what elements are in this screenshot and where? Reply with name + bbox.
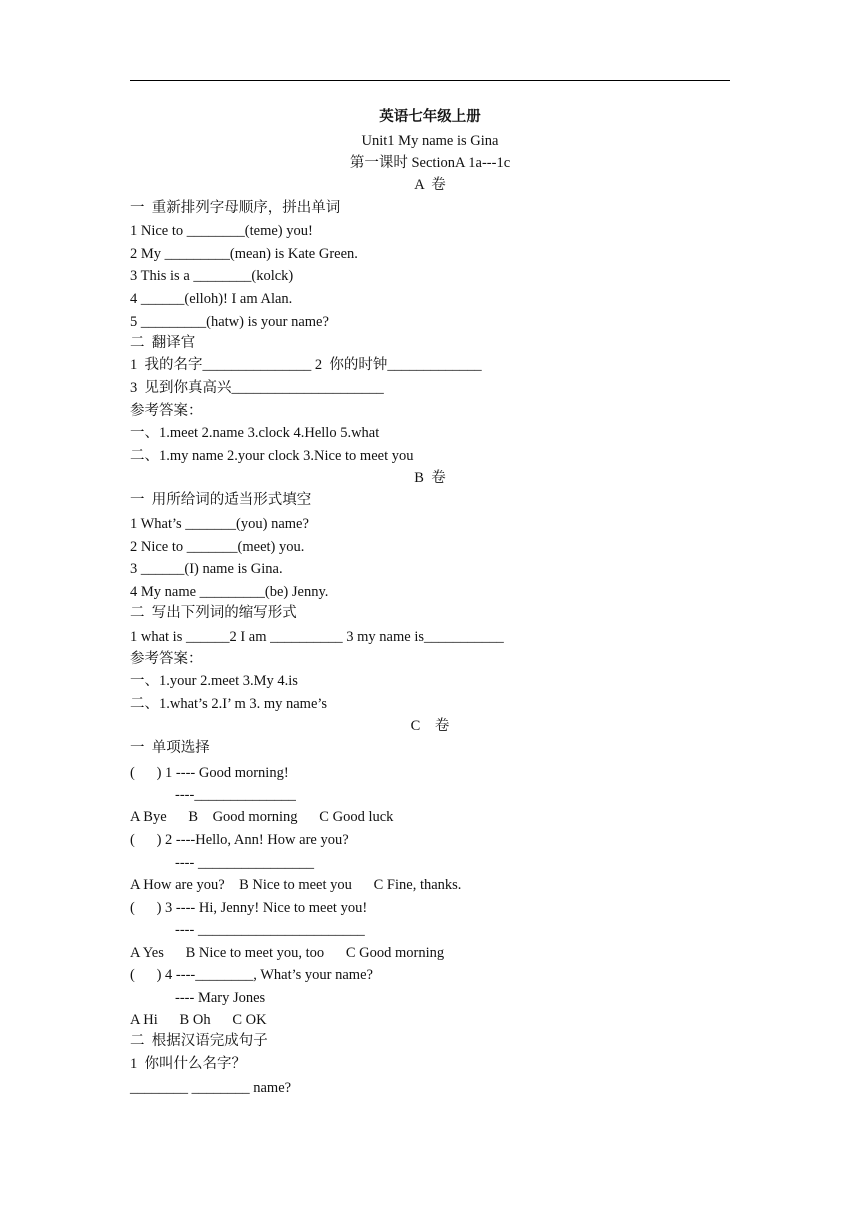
section-c-q1-options: A Bye B Good morning C Good luck <box>130 809 394 825</box>
section-c-q4-reply: ---- Mary Jones <box>175 990 266 1006</box>
section-b-part2-title: 二 写出下列词的缩写形式 <box>130 605 297 621</box>
section-b-q1: 1 What’s _______(you) name? <box>130 516 309 532</box>
section-c-q2-reply: ---- ________________ <box>175 855 314 871</box>
section-a-q4: 4 ______(elloh)! I am Alan. <box>130 291 293 307</box>
section-a-translate-1: 1 我的名字_______________ 2 你的时钟_____________ <box>130 357 482 373</box>
section-c-q3-reply: ---- _______________________ <box>175 922 365 938</box>
section-b-answer-2: 二、1.what’s 2.I’ m 3. my name’s <box>130 696 328 712</box>
section-c-sentence-1-blank: ________ ________ name? <box>130 1080 292 1096</box>
header-rule <box>130 80 730 81</box>
section-c-q4: ( ) 4 ----________, What’s your name? <box>130 967 373 983</box>
section-b-answer-1: 一、1.your 2.meet 3.My 4.is <box>130 673 298 689</box>
lesson-label: 第一课时 SectionA 1a---1c <box>349 155 511 171</box>
section-a-heading: A 卷 <box>414 177 446 193</box>
section-a-q1: 1 Nice to ________(teme) you! <box>130 223 313 239</box>
section-b-heading: B 卷 <box>414 470 446 486</box>
section-c-q1-reply: ----______________ <box>175 787 296 803</box>
section-c-part1-title: 一 单项选择 <box>130 740 210 756</box>
section-a-q3: 3 This is a ________(kolck) <box>130 268 294 284</box>
section-c-part2-title: 二 根据汉语完成句子 <box>130 1033 268 1049</box>
section-b-answers-label: 参考答案： <box>130 651 203 667</box>
section-b-part1-title: 一 用所给词的适当形式填空 <box>130 492 312 508</box>
section-c-q3: ( ) 3 ---- Hi, Jenny! Nice to meet you! <box>130 900 368 916</box>
section-a-q5: 5 _________(hatw) is your name? <box>130 314 329 330</box>
section-b-q5: 1 what is ______2 I am __________ 3 my name is___________ <box>130 629 504 645</box>
section-c-q1: ( ) 1 ---- Good morning! <box>130 765 289 781</box>
section-b-q4: 4 My name _________(be) Jenny. <box>130 584 329 600</box>
section-a-answer-2: 二、1.my name 2.your clock 3.Nice to meet you <box>130 448 414 464</box>
section-c-sentence-1: 1 你叫什么名字？ <box>130 1056 246 1072</box>
section-a-answers-label: 参考答案： <box>130 403 203 419</box>
doc-title: 英语七年级上册 <box>379 109 481 125</box>
section-c-q2: ( ) 2 ----Hello, Ann! How are you? <box>130 832 349 848</box>
section-a-part1-title: 一 重新排列字母顺序，拼出单词 <box>130 200 341 216</box>
section-c-heading: C 卷 <box>410 718 450 734</box>
section-a-answer-1: 一、1.meet 2.name 3.clock 4.Hello 5.what <box>130 425 380 441</box>
doc-subtitle: Unit1 My name is Gina <box>361 133 499 149</box>
section-c-q4-options: A Hi B Oh C OK <box>130 1012 267 1028</box>
section-c-q2-options: A How are you? B Nice to meet you C Fine, thanks. <box>130 877 462 893</box>
section-c-q3-options: A Yes B Nice to meet you, too C Good morning <box>130 945 445 961</box>
section-b-q2: 2 Nice to _______(meet) you. <box>130 539 305 555</box>
section-b-q3: 3 ______(I) name is Gina. <box>130 561 283 577</box>
section-a-translate-2: 3 见到你真高兴_____________________ <box>130 380 384 396</box>
section-a-part2-title: 二 翻译官 <box>130 335 196 351</box>
section-a-q2: 2 My _________(mean) is Kate Green. <box>130 246 358 262</box>
